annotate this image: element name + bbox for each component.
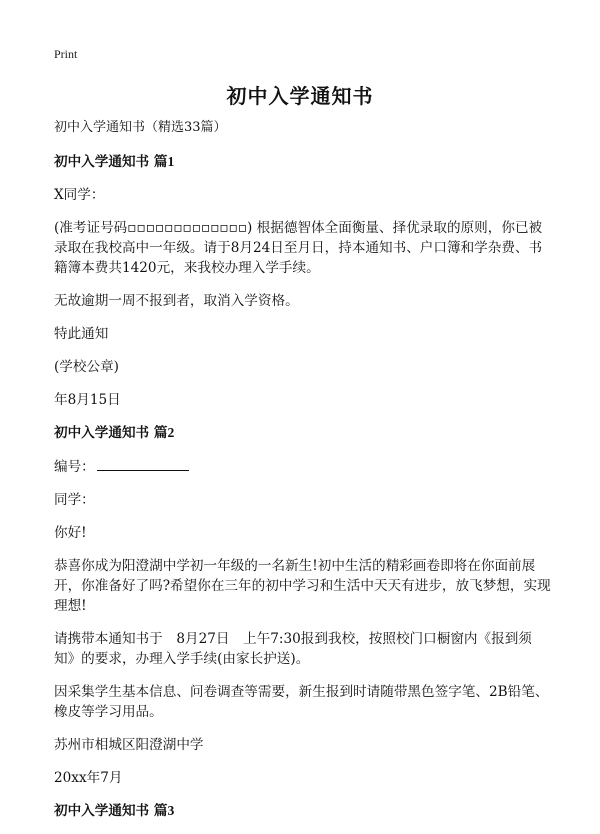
section-heading-1	[54, 152, 552, 172]
salutation: 同学：	[54, 492, 95, 508]
section-heading-number: 篇1	[153, 154, 175, 169]
section-heading-text: 初中入学通知书	[54, 425, 150, 441]
admission-paragraph: (准考证号码▫▫▫▫▫▫▫▫▫▫▫▫▫) 根据德智体全面衡量、择优录取的原则，你已被录取在我校高中一年级。请于8月24日至月日，持本通知书、户口簿和学杂费、书籍簿本费共1420元，来我校办理入学手续。	[54, 220, 543, 276]
section-heading-2	[54, 423, 552, 443]
notice-closing: 特此通知	[54, 326, 109, 342]
supplies-paragraph: 因采集学生基本信息、问卷调查等需要，新生报到时请随带黑色签字笔、2B铅笔、橡皮等学习用品。	[54, 684, 549, 720]
greeting: 你好!	[54, 525, 87, 541]
school-name: 苏州市相城区阳澄湖中学	[54, 737, 204, 753]
number-label: 编号：	[54, 459, 95, 475]
document-body	[54, 118, 552, 834]
congratulation-paragraph: 恭喜你成为阳澄湖中学初一年级的一名新生!初中生活的精彩画卷即将在你面前展开，你准备好了吗?希望你在三年的初中学习和生活中天天有进步，放飞梦想，实现理想!	[54, 558, 551, 614]
document-title: 初中入学通知书	[226, 84, 374, 108]
number-blank	[97, 456, 189, 471]
section-heading-text: 初中入学通知书	[54, 803, 150, 819]
registration-paragraph: 请携带本通知书于 8月27日 上午7:30报到我校，按照校门口橱窗内《报到须知》的要求，办理入学手续(由家长护送)。	[54, 631, 532, 667]
print-link[interactable]: Print	[54, 47, 78, 61]
number-line	[54, 456, 552, 477]
notice-date: 年8月15日	[54, 392, 121, 408]
section-heading-3	[54, 801, 552, 821]
section-heading-text: 初中入学通知书	[54, 154, 150, 170]
section-heading-number: 篇2	[153, 425, 175, 440]
school-seal: (学校公章)	[54, 359, 119, 375]
salutation: X同学：	[54, 187, 105, 203]
document-subtitle: 初中入学通知书（精选33篇）	[54, 120, 227, 135]
section-heading-number: 篇3	[153, 803, 175, 818]
notice-date: 20xx年7月	[54, 770, 123, 786]
deadline-paragraph: 无故逾期一周不报到者，取消入学资格。	[54, 293, 299, 309]
